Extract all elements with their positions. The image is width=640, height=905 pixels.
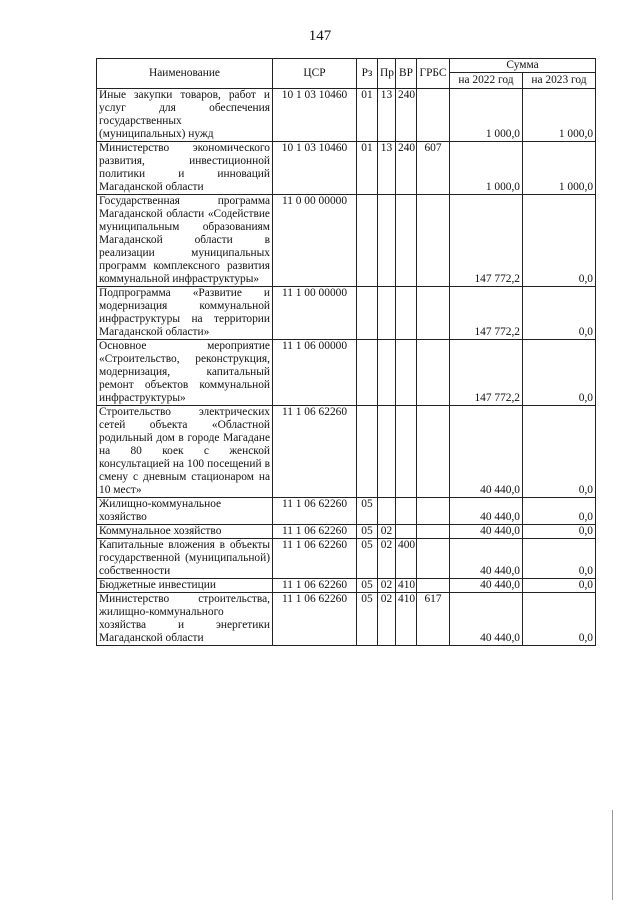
row-amount-2023: 0,0 bbox=[523, 579, 596, 593]
table-row bbox=[97, 195, 596, 287]
row-csr: 10 1 03 10460 bbox=[273, 89, 357, 142]
row-rz: 05 bbox=[357, 525, 378, 539]
row-rz: 01 bbox=[357, 142, 378, 195]
row-amount-2022: 40 440,0 bbox=[450, 539, 523, 579]
row-rz bbox=[357, 195, 378, 287]
row-csr: 10 1 03 10460 bbox=[273, 142, 357, 195]
row-amount-2022: 147 772,2 bbox=[450, 287, 523, 340]
row-amount-2022: 40 440,0 bbox=[450, 593, 523, 646]
row-name: Жилищно-коммунальное хозяйство bbox=[97, 498, 273, 525]
row-rz bbox=[357, 340, 378, 406]
row-amount-2023: 0,0 bbox=[523, 593, 596, 646]
row-vr: 240 bbox=[396, 89, 417, 142]
row-rz: 01 bbox=[357, 89, 378, 142]
table-row bbox=[97, 142, 596, 195]
row-amount-2023: 0,0 bbox=[523, 195, 596, 287]
row-pr bbox=[378, 498, 396, 525]
row-csr: 11 1 00 00000 bbox=[273, 287, 357, 340]
row-rz bbox=[357, 406, 378, 498]
row-name: Основное мероприятие «Строительство, реконструкция, модернизация, капитальный ремонт объектов коммунальной инфраструктуры» bbox=[97, 340, 273, 406]
row-amount-2023: 0,0 bbox=[523, 406, 596, 498]
row-amount-2023: 0,0 bbox=[523, 287, 596, 340]
row-csr: 11 1 06 62260 bbox=[273, 593, 357, 646]
row-name: Министерство экономического развития, инвестиционной политики и инноваций Магаданской области bbox=[97, 142, 273, 195]
row-name: Министерство строительства, жилищно-коммунального хозяйства и энергетики Магаданской области bbox=[97, 593, 273, 646]
row-vr bbox=[396, 406, 417, 498]
row-csr: 11 1 06 62260 bbox=[273, 498, 357, 525]
row-pr: 02 bbox=[378, 539, 396, 579]
header-grbs: ГРБС bbox=[417, 59, 450, 89]
row-csr: 11 0 00 00000 bbox=[273, 195, 357, 287]
row-pr bbox=[378, 406, 396, 498]
row-csr: 11 1 06 00000 bbox=[273, 340, 357, 406]
row-vr: 410 bbox=[396, 593, 417, 646]
row-pr bbox=[378, 340, 396, 406]
row-pr bbox=[378, 195, 396, 287]
row-rz bbox=[357, 287, 378, 340]
row-pr: 13 bbox=[378, 89, 396, 142]
row-name: Подпрограмма «Развитие и модернизация коммунальной инфраструктуры на территории Магаданской области» bbox=[97, 287, 273, 340]
row-pr: 02 bbox=[378, 579, 396, 593]
table-row bbox=[97, 406, 596, 498]
row-vr: 400 bbox=[396, 539, 417, 579]
row-vr bbox=[396, 525, 417, 539]
row-grbs bbox=[417, 525, 450, 539]
row-name: Коммунальное хозяйство bbox=[97, 525, 273, 539]
row-grbs bbox=[417, 406, 450, 498]
row-csr: 11 1 06 62260 bbox=[273, 525, 357, 539]
row-name: Бюджетные инвестиции bbox=[97, 579, 273, 593]
row-amount-2023: 0,0 bbox=[523, 525, 596, 539]
row-vr bbox=[396, 498, 417, 525]
row-name: Иные закупки товаров, работ и услуг для обеспечения государственных (муниципальных) нужд bbox=[97, 89, 273, 142]
table-row bbox=[97, 579, 596, 593]
row-grbs: 617 bbox=[417, 593, 450, 646]
row-rz: 05 bbox=[357, 579, 378, 593]
row-amount-2022: 40 440,0 bbox=[450, 579, 523, 593]
row-amount-2022: 147 772,2 bbox=[450, 195, 523, 287]
row-vr bbox=[396, 340, 417, 406]
header-vr: ВР bbox=[396, 59, 417, 89]
header-sum: Сумма bbox=[450, 59, 596, 73]
row-pr: 13 bbox=[378, 142, 396, 195]
row-amount-2022: 147 772,2 bbox=[450, 340, 523, 406]
table-row bbox=[97, 593, 596, 646]
row-name: Капитальные вложения в объекты государственной (муниципальной) собственности bbox=[97, 539, 273, 579]
row-grbs: 607 bbox=[417, 142, 450, 195]
row-rz: 05 bbox=[357, 539, 378, 579]
row-amount-2022: 1 000,0 bbox=[450, 89, 523, 142]
page-number: 147 bbox=[308, 28, 332, 44]
row-amount-2022: 1 000,0 bbox=[450, 142, 523, 195]
header-year-2023: на 2023 год bbox=[523, 73, 596, 89]
header-csr: ЦСР bbox=[273, 59, 357, 89]
row-name: Строительство электрических сетей объекта «Областной родильный дом в городе Магадане на 80 коек с женской консультацией на 100 посещений в смену с дневным стационаром на 10 мест» bbox=[97, 406, 273, 498]
row-vr: 240 bbox=[396, 142, 417, 195]
row-rz: 05 bbox=[357, 498, 378, 525]
row-rz: 05 bbox=[357, 593, 378, 646]
row-csr: 11 1 06 62260 bbox=[273, 579, 357, 593]
header-pr: Пр bbox=[378, 59, 396, 89]
row-pr: 02 bbox=[378, 525, 396, 539]
table-row bbox=[97, 340, 596, 406]
table-row bbox=[97, 525, 596, 539]
table-row bbox=[97, 498, 596, 525]
row-amount-2022: 40 440,0 bbox=[450, 498, 523, 525]
row-csr: 11 1 06 62260 bbox=[273, 406, 357, 498]
row-grbs bbox=[417, 498, 450, 525]
row-vr bbox=[396, 287, 417, 340]
row-amount-2023: 0,0 bbox=[523, 340, 596, 406]
row-name: Государственная программа Магаданской области «Содействие муниципальным образованиям Магаданской области в реализации муниципальных программ комплексного развития коммунальной инфраструктуры» bbox=[97, 195, 273, 287]
table-row bbox=[97, 539, 596, 579]
page-edge-line bbox=[612, 810, 613, 900]
table-body bbox=[97, 89, 596, 646]
header-rz: Рз bbox=[357, 59, 378, 89]
row-amount-2023: 0,0 bbox=[523, 498, 596, 525]
header-name: Наименование bbox=[97, 59, 273, 89]
row-grbs bbox=[417, 539, 450, 579]
row-pr: 02 bbox=[378, 593, 396, 646]
table-row bbox=[97, 287, 596, 340]
row-pr bbox=[378, 287, 396, 340]
row-amount-2022: 40 440,0 bbox=[450, 525, 523, 539]
budget-table bbox=[96, 58, 596, 646]
row-grbs bbox=[417, 287, 450, 340]
header-year-2022: на 2022 год bbox=[450, 73, 523, 89]
row-grbs bbox=[417, 195, 450, 287]
row-grbs bbox=[417, 340, 450, 406]
row-grbs bbox=[417, 89, 450, 142]
row-vr bbox=[396, 195, 417, 287]
row-amount-2023: 1 000,0 bbox=[523, 89, 596, 142]
row-grbs bbox=[417, 579, 450, 593]
table-row bbox=[97, 89, 596, 142]
row-amount-2022: 40 440,0 bbox=[450, 406, 523, 498]
row-csr: 11 1 06 62260 bbox=[273, 539, 357, 579]
row-amount-2023: 0,0 bbox=[523, 539, 596, 579]
row-amount-2023: 1 000,0 bbox=[523, 142, 596, 195]
row-vr: 410 bbox=[396, 579, 417, 593]
